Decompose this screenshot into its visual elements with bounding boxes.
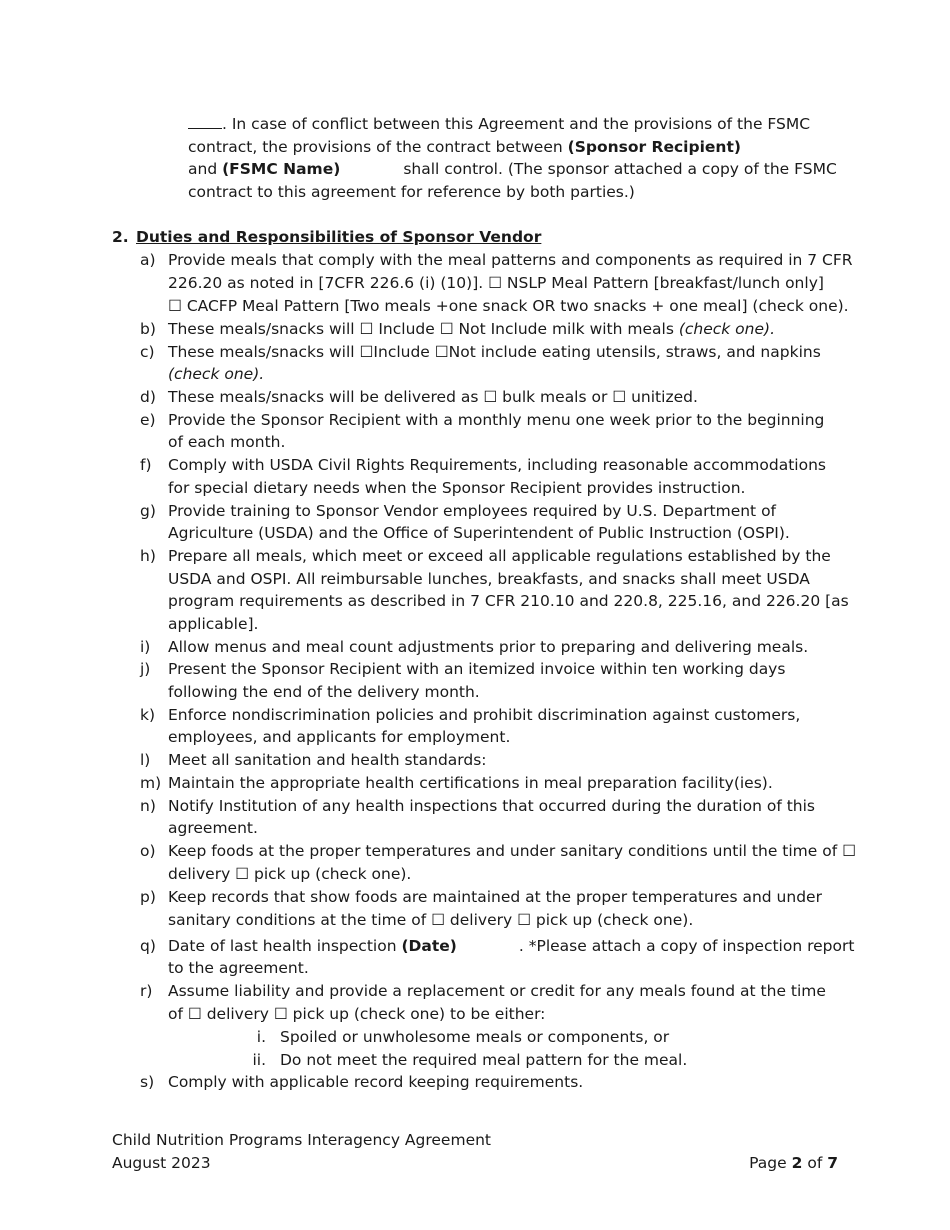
item-n-line-2: agreement. xyxy=(168,819,258,837)
sponsor-recipient-placeholder: (Sponsor Recipient) xyxy=(567,138,741,156)
intro-line-3: and (FSMC Name) shall control. (The sponsor attached a copy of the FSMC xyxy=(188,160,837,178)
subitem-marker: ii. xyxy=(252,1051,266,1069)
section-number: 2. xyxy=(112,228,129,246)
item-p-line-2: sanitary conditions at the time of ☐ delivery ☐ pick up (check one). xyxy=(168,911,694,929)
subitem-text: Spoiled or unwholesome meals or components, or xyxy=(280,1028,670,1046)
item-marker: d) xyxy=(140,388,156,406)
item-o-line-1: Keep foods at the proper temperatures and under sanitary conditions until the time of ☐ xyxy=(168,842,856,860)
item-marker: n) xyxy=(140,797,156,815)
item-f-line-1: Comply with USDA Civil Rights Requirements, including reasonable accommodations xyxy=(168,456,826,474)
item-marker: s) xyxy=(140,1073,155,1091)
item-f-line-2: for special dietary needs when the Sponsor Recipient provides instruction. xyxy=(168,479,746,497)
date-placeholder: (Date) xyxy=(401,937,457,955)
item-marker: q) xyxy=(140,937,156,955)
item-marker: f) xyxy=(140,456,152,474)
item-marker: o) xyxy=(140,842,156,860)
item-g-line-1: Provide training to Sponsor Vendor employees required by U.S. Department of xyxy=(168,502,777,520)
item-d-line-1: These meals/snacks will be delivered as ☐ bulk meals or ☐ unitized. xyxy=(168,388,698,406)
item-p-line-1: Keep records that show foods are maintained at the proper temperatures and under xyxy=(168,888,822,906)
item-marker: b) xyxy=(140,320,156,338)
item-n-line-1: Notify Institution of any health inspections that occurred during the duration of this xyxy=(168,797,815,815)
blank-field[interactable] xyxy=(188,114,222,129)
item-a-line-3: ☐ CACFP Meal Pattern [Two meals +one snack OR two snacks + one meal] (check one). xyxy=(168,297,849,315)
item-h-line-3: program requirements as described in 7 CFR 210.10 and 220.8, 225.16, and 226.20 [as xyxy=(168,592,849,610)
item-marker: l) xyxy=(140,751,151,769)
item-e-line-1: Provide the Sponsor Recipient with a monthly menu one week prior to the beginning xyxy=(168,411,825,429)
subitem-text: Do not meet the required meal pattern for the meal. xyxy=(280,1051,688,1069)
item-c-line-2: (check one). xyxy=(168,365,265,383)
item-marker: i) xyxy=(140,638,151,656)
item-l-line-1: Meet all sanitation and health standards: xyxy=(168,751,487,769)
footer-title: Child Nutrition Programs Interagency Agreement xyxy=(112,1131,492,1149)
item-h-line-2: USDA and OSPI. All reimbursable lunches, breakfasts, and snacks shall meet USDA xyxy=(168,570,810,588)
intro-line-2: contract, the provisions of the contract between (Sponsor Recipient) xyxy=(188,138,741,156)
item-a-line-1: Provide meals that comply with the meal patterns and components as required in 7 CFR xyxy=(168,251,853,269)
section-title: Duties and Responsibilities of Sponsor Vendor xyxy=(136,228,542,246)
footer-date: August 2023 xyxy=(112,1154,211,1172)
item-h-line-1: Prepare all meals, which meet or exceed all applicable regulations established by the xyxy=(168,547,831,565)
item-marker: k) xyxy=(140,706,156,724)
item-s-line-1: Comply with applicable record keeping requirements. xyxy=(168,1073,584,1091)
item-g-line-2: Agriculture (USDA) and the Office of Superintendent of Public Instruction (OSPI). xyxy=(168,524,790,542)
page-number: Page 2 of 7 xyxy=(749,1154,838,1172)
item-a-line-2: 226.20 as noted in [7CFR 226.6 (i) (10)]. ☐ NSLP Meal Pattern [breakfast/lunch only] xyxy=(168,274,824,292)
item-marker: r) xyxy=(140,982,153,1000)
item-j-line-2: following the end of the delivery month. xyxy=(168,683,480,701)
item-m-line-1: Maintain the appropriate health certifications in meal preparation facility(ies). xyxy=(168,774,773,792)
item-k-line-2: employees, and applicants for employment. xyxy=(168,728,511,746)
item-c-line-1: These meals/snacks will ☐Include ☐Not include eating utensils, straws, and napkins xyxy=(168,343,821,361)
item-marker: h) xyxy=(140,547,156,565)
intro-line-4: contract to this agreement for reference by both parties.) xyxy=(188,183,635,201)
intro-line-1: . In case of conflict between this Agreement and the provisions of the FSMC xyxy=(188,114,810,134)
item-q-line-1: Date of last health inspection (Date) . *Please attach a copy of inspection report xyxy=(168,937,855,955)
item-marker: c) xyxy=(140,343,155,361)
item-i-line-1: Allow menus and meal count adjustments prior to preparing and delivering meals. xyxy=(168,638,809,656)
item-e-line-2: of each month. xyxy=(168,433,286,451)
item-r-line-2: of ☐ delivery ☐ pick up (check one) to be either: xyxy=(168,1005,546,1023)
item-k-line-1: Enforce nondiscrimination policies and prohibit discrimination against customers, xyxy=(168,706,801,724)
item-marker: g) xyxy=(140,502,156,520)
item-h-line-4: applicable]. xyxy=(168,615,259,633)
subitem-marker: i. xyxy=(256,1028,266,1046)
item-q-line-2: to the agreement. xyxy=(168,959,309,977)
item-marker: e) xyxy=(140,411,156,429)
item-marker: j) xyxy=(140,660,151,678)
item-r-line-1: Assume liability and provide a replacement or credit for any meals found at the time xyxy=(168,982,826,1000)
item-o-line-2: delivery ☐ pick up (check one). xyxy=(168,865,412,883)
item-b-line-1: These meals/snacks will ☐ Include ☐ Not Include milk with meals (check one). xyxy=(168,320,775,338)
item-j-line-1: Present the Sponsor Recipient with an itemized invoice within ten working days xyxy=(168,660,786,678)
fsmc-name-placeholder: (FSMC Name) xyxy=(222,160,341,178)
item-marker: m) xyxy=(140,774,162,792)
item-marker: p) xyxy=(140,888,156,906)
item-marker: a) xyxy=(140,251,156,269)
